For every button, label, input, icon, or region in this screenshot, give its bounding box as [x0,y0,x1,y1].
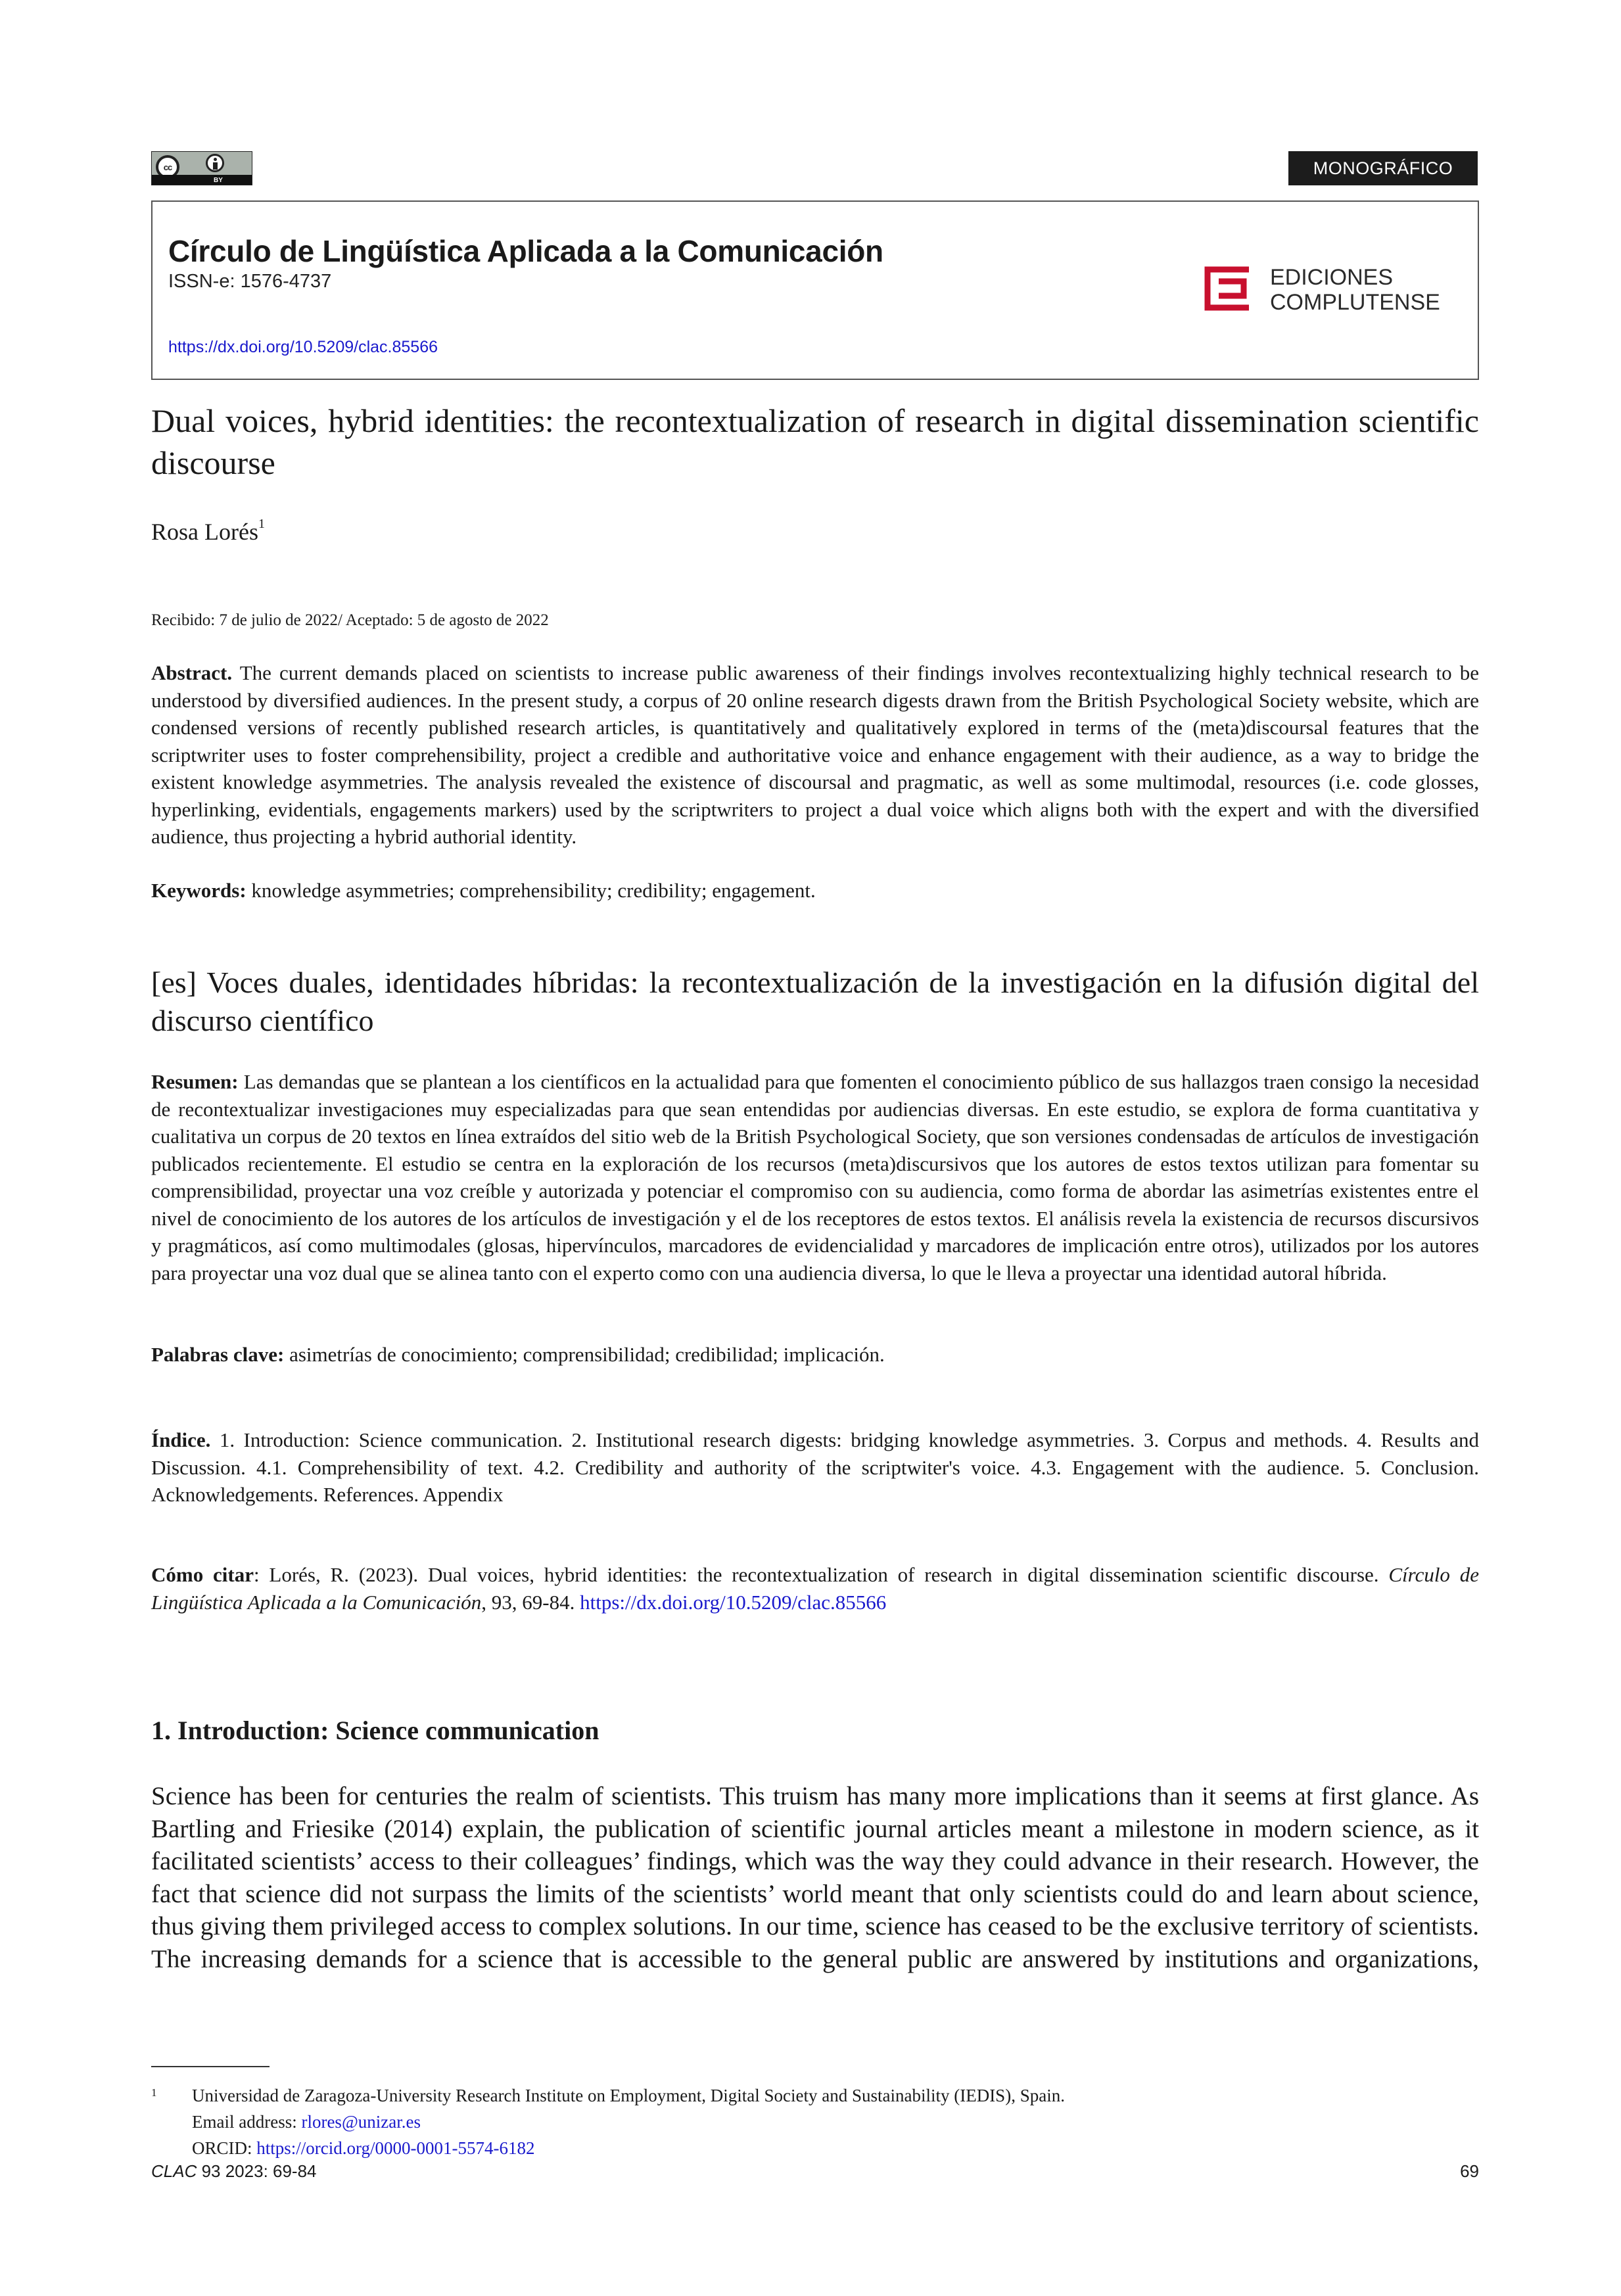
como-citar-volume-pages: , 93, 69-84. [481,1590,580,1614]
author-name [151,518,265,546]
email-label: Email address: [192,2112,302,2132]
publisher-name-line1: EDICIONES [1270,265,1394,290]
license-by-label: BY [214,177,223,184]
resumen [151,1068,1479,1286]
journal-header-box [151,200,1479,380]
author-footnote-mark[interactable]: 1 [258,517,265,531]
orcid-label: ORCID: [192,2138,257,2158]
footnote-mark: 1 [151,2086,157,2099]
attribution-person-icon [206,154,224,172]
publisher-name [1270,265,1440,315]
resumen-text: Las demandas que se plantean a los científicos en la actualidad para que fomenten el conocimiento público de sus hallazgos traen consigo la necesidad de recontextualizar investigaciones muy especializadas para que sean entendidas por audiencias diversas. En este estudio, se explora de forma cuantitativa y cualitativa un corpus de 20 textos en línea extraídos del sitio web de la British Psychological Society, que son versiones condensadas de artículos de investigación publicados recientemente. El estudio se centra en la exploración de los recursos (meta)discursivos que los autores de estos textos utilizan para fomentar su comprensibilidad, proyectar una voz creíble y autorizada y potenciar el compromiso con su audiencia, como forma de abordar las asimetrías existentes entre el nivel de conocimiento de los autores de los artículos de investigación y el de los receptores de estos textos. El análisis revela la existencia de recursos discursivos y pragmáticos, así como multimodales (glosas, hipervínculos, marcadores de evidencialidad y marcadores de implicación entre otros), utilizados por los autores para proyectar una voz dual que se alinea tanto con el experto como con una audiencia diversa, lo que le lleva a proyectar una identidad autoral híbrida. [151,1070,1479,1284]
como-citar-label: Cómo citar [151,1563,254,1586]
table-of-contents [151,1426,1479,1509]
received-accepted-dates: Recibido: 7 de julio de 2022/ Aceptado: 5 de agosto de 2022 [151,611,549,629]
journal-doi-link[interactable]: https://dx.doi.org/10.5209/clac.85566 [168,338,438,356]
palabras-clave-text: asimetrías de conocimiento; comprensibilidad; credibilidad; implicación. [284,1343,885,1366]
author-name-text: Rosa Lorés [151,519,258,545]
cc-by-license-badge[interactable] [151,151,252,185]
running-footer [151,2161,317,2182]
resumen-label: Resumen: [151,1070,239,1093]
palabras-clave [151,1341,1479,1369]
indice-text: 1. Introduction: Science communication. 2. Institutional research digests: bridging knowledge asymmetries. 3. Corpus and methods. 4. Results and Discussion. 4.1. Comprehensibility of text. 4.2. Credibility and authority of the scriptwiter's voice. 4.3. Engagement with the audience. 5. Conclusion. Acknowledgements. References. Appendix [151,1428,1479,1506]
keywords-label: Keywords: [151,879,247,902]
abstract-label: Abstract. [151,661,233,684]
journal-title: Círculo de Lingüística Aplicada a la Comunicación [168,234,883,268]
como-citar-journal: Círculo de Lingüística Aplicada a la Comunicación [151,1563,1480,1614]
footnote-email-line [192,2109,1065,2135]
footnote [151,2082,1065,2161]
keywords-text: knowledge asymmetries; comprehensibility; credibility; engagement. [246,879,816,902]
section-heading: 1. Introduction: Science communication [151,1716,599,1745]
section-body: Science has been for centuries the realm of scientists. This truism has many more implications than it seems at first glance. As Bartling and Friesike (2014) explain, the publication of scientific journal articles meant a milestone in modern science, as it facilitated scientists’ access to their colleagues’ findings, which was the way they could advance in their research. However, the fact that science did not surpass the limits of the scientists’ world meant that only scientists could do and learn about science, thus giving them privileged access to complex solutions. In our time, science has ceased to be the exclusive territory of scientists. The increasing demands for a science that is accessible to the general public are answered by institutions and organizations, [151,1782,1479,1973]
abstract-text: The current demands placed on scientists to increase public awareness of their findings involves recontextualizing highly technical research to be understood by diversified audiences. In the present study, a corpus of 20 online research digests drawn from the British Psychological Society website, which are condensed versions of recently published research articles, is quantitatively and qualitatively explored in terms of the (meta)discoursal features that the scriptwriter uses to foster comprehensibility, project a credible and authoritative voice and enhance engagement with their audience, as a way to bridge the existent knowledge asymmetries. The analysis revealed the existence of discoursal and pragmatic, as well as some multimodal, resources (i.e. code glosses, hyperlinking, evidentials, engagements markers) used by the scriptwriters to project a dual voice which aligns both with the expert and with the diversified audience, thus projecting a hybrid authorial identity. [151,661,1479,848]
abstract [151,659,1479,851]
page-number: 69 [1460,2161,1479,2181]
license-strip [152,175,252,185]
footnote-affiliation: Universidad de Zaragoza-University Research Institute on Employment, Digital Society and Sustainability (IEDIS), Spain. [192,2086,1065,2105]
palabras-clave-label: Palabras clave: [151,1343,285,1366]
issue-info: 93 2023: 69-84 [197,2161,317,2181]
email-link[interactable]: rlores@unizar.es [301,2112,421,2132]
keywords [151,877,1479,904]
footnote-divider [151,2066,270,2067]
footnote-orcid-line [192,2135,1065,2161]
como-citar-text: : Lorés, R. (2023). Dual voices, hybrid identities: the recontextualization of research in digital dissemination scientific discourse. [253,1563,1389,1586]
como-citar-doi-link[interactable]: https://dx.doi.org/10.5209/clac.85566 [580,1590,887,1614]
spanish-title: [es] Voces duales, identidades híbridas: la recontextualización de la investigación en la difusión digital del discurso científico [151,966,1479,1037]
orcid-link[interactable]: https://orcid.org/0000-0001-5574-6182 [256,2138,535,2158]
cc-icon: cc [156,155,179,179]
how-to-cite [151,1561,1479,1616]
ediciones-complutense-logo-icon [1204,266,1250,311]
indice-label: Índice. [151,1428,211,1451]
publisher-name-line2: COMPLUTENSE [1270,290,1440,315]
journal-abbrev: CLAC [151,2161,197,2181]
journal-issn: ISSN-e: 1576-4737 [168,271,332,292]
article-title: Dual voices, hybrid identities: the recontextualization of research in digital dissemination scientific discourse [151,402,1479,481]
section-tag: MONOGRÁFICO [1288,151,1478,185]
